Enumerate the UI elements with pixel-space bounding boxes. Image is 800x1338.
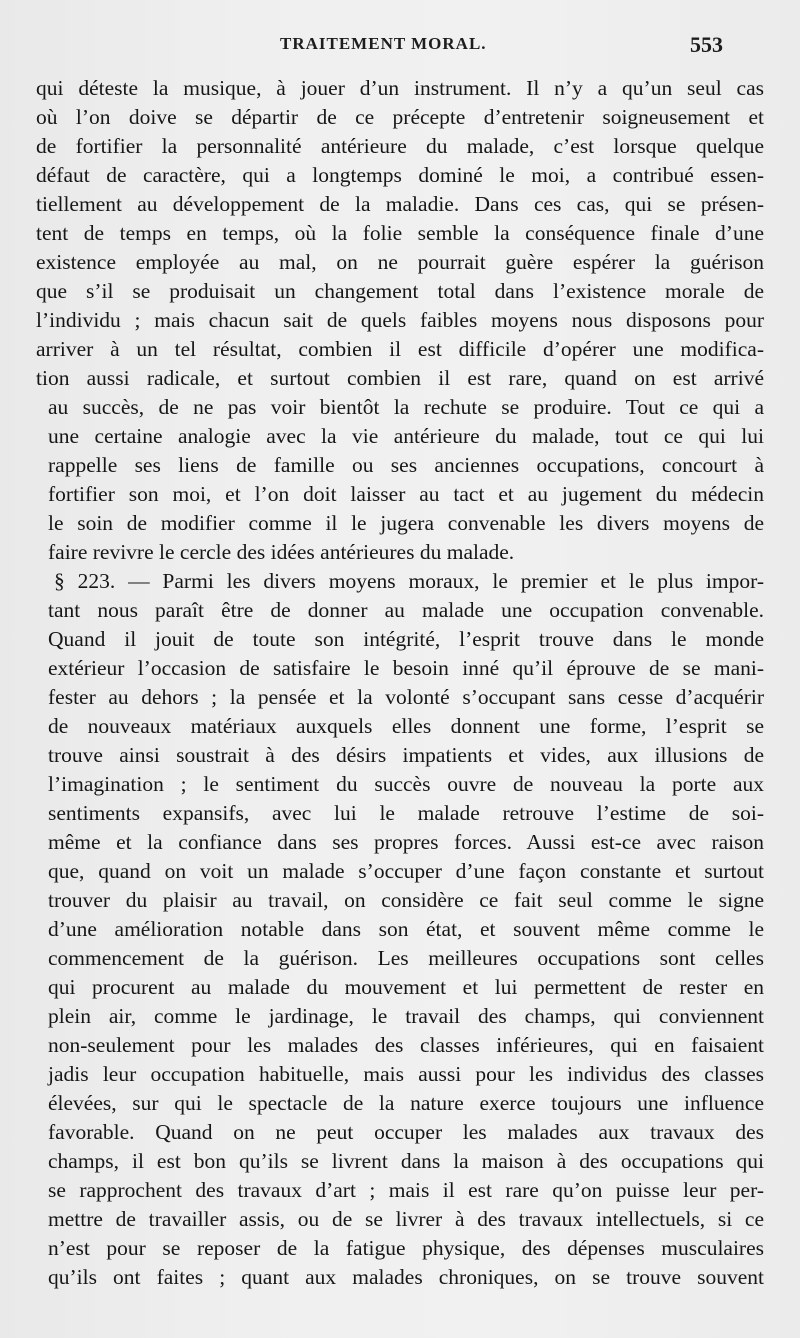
text-line: extérieur l’occasion de satisfaire le besoin inné qu’il éprouve de se mani- [48, 656, 764, 680]
text-line: tant nous paraît être de donner au malade une occupation convenable. [48, 598, 764, 622]
section-heading-line: § 223. — Parmi les divers moyens moraux, le premier et le plus impor- [54, 569, 764, 593]
text-line: arriver à un tel résultat, combien il est difficile d’opérer une modifica- [36, 337, 764, 361]
text-line: une certaine analogie avec la vie antérieure du malade, tout ce qui lui [48, 424, 764, 448]
text-line: fester au dehors ; la pensée et la volonté s’occupant sans cesse d’acquérir [48, 685, 764, 709]
text-line: l’imagination ; le sentiment du succès ouvre de nouveau la porte aux [48, 772, 764, 796]
running-title: TRAITEMENT MORAL. [280, 34, 487, 53]
page-header [0, 34, 800, 64]
text-line: où l’on doive se départir de ce précepte d’entretenir soigneusement et [36, 105, 764, 129]
text-line: trouve ainsi soustrait à des désirs impatients et vides, aux illusions de [48, 743, 764, 767]
text-line: qui procurent au malade du mouvement et lui permettent de rester en [48, 975, 764, 999]
text-line: au succès, de ne pas voir bientôt la rechute se produire. Tout ce qui a [48, 395, 764, 419]
text-line: plein air, comme le jardinage, le travail des champs, qui conviennent [48, 1004, 764, 1028]
text-line: tiellement au développement de la maladie. Dans ces cas, qui se présen- [36, 192, 764, 216]
text-line: trouver du plaisir au travail, on considère ce fait seul comme le signe [48, 888, 764, 912]
text-line: favorable. Quand on ne peut occuper les malades aux travaux des [48, 1120, 764, 1144]
text-line: sentiments expansifs, avec lui le malade retrouve l’estime de soi- [48, 801, 764, 825]
text-line: le soin de modifier comme il le jugera convenable les divers moyens de [48, 511, 764, 535]
text-line: Quand il jouit de toute son intégrité, l’esprit trouve dans le monde [48, 627, 764, 651]
page-number: 553 [690, 32, 723, 57]
text-line: n’est pour se reposer de la fatigue physique, des dépenses musculaires [48, 1236, 764, 1260]
text-line: jadis leur occupation habituelle, mais aussi pour les individus des classes [48, 1062, 764, 1086]
text-line: l’individu ; mais chacun sait de quels faibles moyens nous disposons pour [36, 308, 764, 332]
text-line: élevées, sur qui le spectacle de la nature exerce toujours une influence [48, 1091, 764, 1115]
text-line: mettre de travailler assis, ou de se livrer à des travaux intellectuels, si ce [48, 1207, 764, 1231]
text-line: non-seulement pour les malades des classes inférieures, qui en faisaient [48, 1033, 764, 1057]
text-line: que s’il se produisait un changement total dans l’existence morale de [36, 279, 764, 303]
text-line: même et la confiance dans ses propres forces. Aussi est-ce avec raison [48, 830, 764, 854]
text-line: d’une amélioration notable dans son état, et souvent même comme le [48, 917, 764, 941]
text-line: qui déteste la musique, à jouer d’un instrument. Il n’y a qu’un seul cas [36, 76, 764, 100]
text-line: de nouveaux matériaux auxquels elles donnent une forme, l’esprit se [48, 714, 764, 738]
text-line: se rapprochent des travaux d’art ; mais il est rare qu’on puisse leur per- [48, 1178, 764, 1202]
text-line: champs, il est bon qu’ils se livrent dans la maison à des occupations qui [48, 1149, 764, 1173]
text-line: qu’ils ont faites ; quant aux malades chroniques, on se trouve souvent [48, 1265, 764, 1289]
paragraph-end-line: faire revivre le cercle des idées antérieures du malade. [48, 540, 515, 564]
text-line: rappelle ses liens de famille ou ses anciennes occupations, concourt à [48, 453, 764, 477]
text-line: fortifier son moi, et l’on doit laisser au tact et au jugement du médecin [48, 482, 764, 506]
text-line: tent de temps en temps, où la folie semble la conséquence finale d’une [36, 221, 764, 245]
text-line: commencement de la guérison. Les meilleures occupations sont celles [48, 946, 764, 970]
text-line: existence employée au mal, on ne pourrait guère espérer la guérison [36, 250, 764, 274]
text-line: de fortifier la personnalité antérieure du malade, c’est lorsque quelque [36, 134, 764, 158]
text-line: tion aussi radicale, et surtout combien il est rare, quand on est arrivé [36, 366, 764, 390]
text-line: défaut de caractère, qui a longtemps dominé le moi, a contribué essen- [36, 163, 764, 187]
body-text [36, 74, 764, 1292]
text-line: que, quand on voit un malade s’occuper d’une façon constante et surtout [48, 859, 764, 883]
